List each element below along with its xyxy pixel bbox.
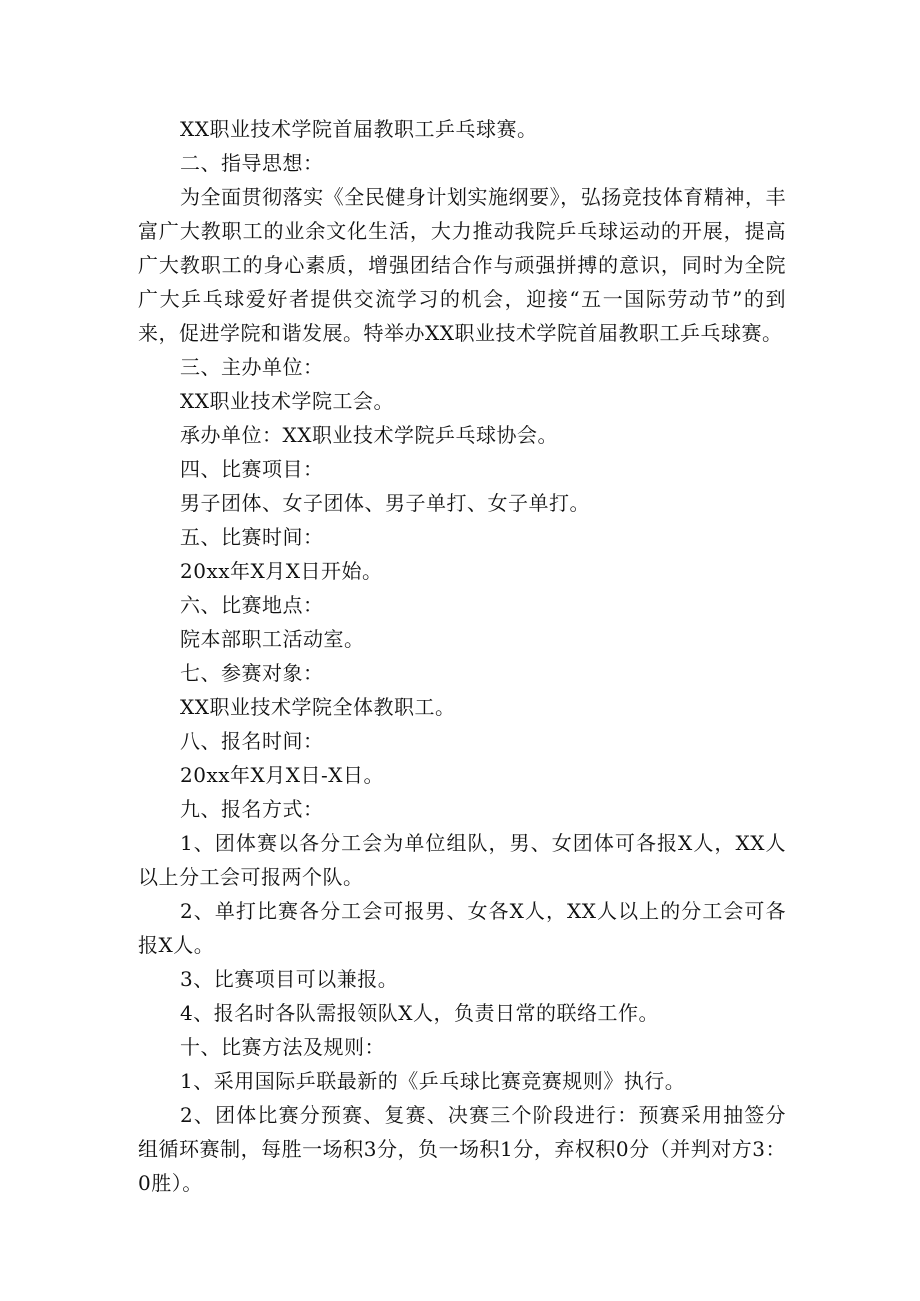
paragraph-12: 七、参赛对象： xyxy=(180,661,324,685)
paragraph-8: 五、比赛时间： xyxy=(180,525,324,549)
paragraph-0: XX职业技术学院首届教职工乒乓球赛。 xyxy=(180,117,538,141)
paragraph-7: 男子团体、女子团体、男子单打、女子单打。 xyxy=(180,491,590,515)
paragraph-18: 2、单打比赛各分工会可报男、女各X人，XX人以上的分工会可各报X人。 xyxy=(138,899,786,957)
paragraph-5: 承办单位：XX职业技术学院乒乓球协会。 xyxy=(180,423,558,447)
paragraph-4: XX职业技术学院工会。 xyxy=(180,389,394,413)
paragraph-1: 二、指导思想： xyxy=(180,151,324,175)
paragraph-17: 1、团体赛以各分工会为单位组队，男、女团体可各报X人，XX人以上分工会可报两个队。 xyxy=(138,831,786,889)
paragraph-11: 院本部职工活动室。 xyxy=(180,627,365,651)
paragraph-23: 2、团体比赛分预赛、复赛、决赛三个阶段进行：预赛采用抽签分组循环赛制，每胜一场积3分，负一场积1分，弃权积0分（并判对方3：0胜）。 xyxy=(138,1103,786,1195)
document-page xyxy=(138,112,786,1200)
paragraph-19: 3、比赛项目可以兼报。 xyxy=(180,967,399,991)
paragraph-22: 1、采用国际乒联最新的《乒乓球比赛竞赛规则》执行。 xyxy=(180,1069,686,1093)
paragraph-13: XX职业技术学院全体教职工。 xyxy=(180,695,456,719)
paragraph-20: 4、报名时各队需报领队X人，负责日常的联络工作。 xyxy=(180,1001,659,1025)
paragraph-16: 九、报名方式： xyxy=(180,797,324,821)
paragraph-14: 八、报名时间： xyxy=(180,729,324,753)
paragraph-2: 为全面贯彻落实《全民健身计划实施纲要》，弘扬竞技体育精神，丰富广大教职工的业余文化生活，大力推动我院乒乓球运动的开展，提高广大教职工的身心素质，增强团结合作与顽强拼搏的意识，同时为全院广大乒乓球爱好者提供交流学习的机会，迎接“五一国际劳动节”的到来，促进学院和谐发展。特举办XX职业技术学院首届教职工乒乓球赛。 xyxy=(138,185,786,345)
paragraph-6: 四、比赛项目： xyxy=(180,457,324,481)
paragraph-15: 20xx年X月X日-X日。 xyxy=(180,763,384,787)
paragraph-21: 十、比赛方法及规则： xyxy=(180,1035,385,1059)
paragraph-10: 六、比赛地点： xyxy=(180,593,324,617)
paragraph-3: 三、主办单位： xyxy=(180,355,324,379)
paragraph-9: 20xx年X月X日开始。 xyxy=(180,559,383,583)
